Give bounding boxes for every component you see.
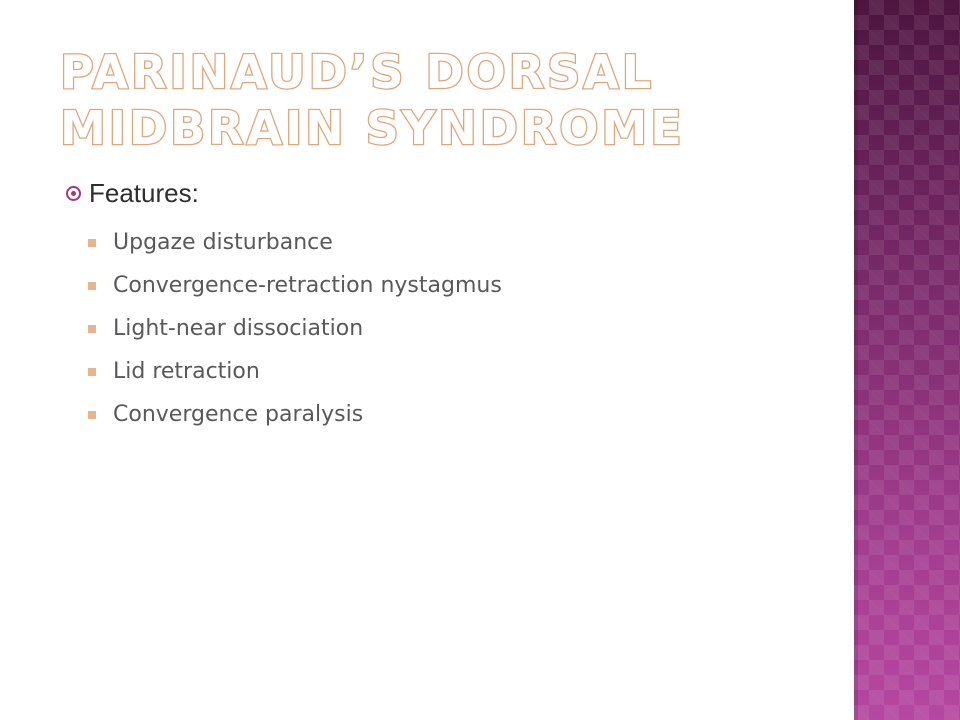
side-band-edge — [854, 0, 858, 720]
list-item — [88, 264, 826, 307]
list-item-text: Lid retraction — [113, 359, 260, 384]
square-bullet-icon — [88, 411, 96, 419]
list-item-text: Convergence paralysis — [113, 402, 364, 427]
target-bullet-icon — [66, 186, 81, 201]
feature-list — [66, 221, 826, 436]
list-item — [88, 307, 826, 350]
list-item — [88, 350, 826, 393]
list-item — [88, 221, 826, 264]
square-bullet-icon — [88, 325, 96, 333]
decorative-side-band — [854, 0, 960, 720]
slide-content — [66, 178, 826, 436]
slide-title: PARINAUD’S DORSAL MIDBRAIN SYNDROME — [60, 45, 685, 155]
diamond-pattern — [854, 0, 960, 720]
list-item-text: Light-near dissociation — [113, 316, 364, 341]
square-bullet-icon — [88, 368, 96, 376]
list-item — [88, 393, 826, 436]
list-item-text: Convergence-retraction nystagmus — [113, 273, 502, 298]
square-bullet-icon — [88, 239, 96, 247]
list-item-text: Upgaze disturbance — [113, 230, 333, 255]
features-heading: Features: — [89, 178, 199, 208]
square-bullet-icon — [88, 282, 96, 290]
features-heading-row — [66, 178, 826, 209]
